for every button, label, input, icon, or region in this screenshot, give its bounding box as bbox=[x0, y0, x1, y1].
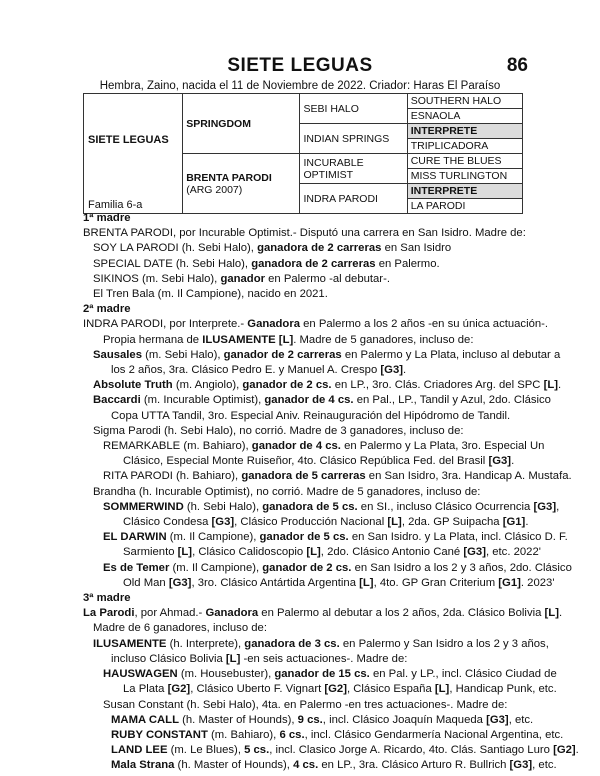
text-line bbox=[83, 606, 563, 621]
text-line bbox=[83, 287, 533, 302]
text-segment: Propia hermana de bbox=[103, 333, 203, 346]
text-segment: en LP., 3ra. Clásico Arturo R. Bullrich bbox=[318, 759, 510, 772]
pedigree-horse-cell bbox=[84, 94, 183, 214]
text-segment: , bbox=[556, 500, 560, 513]
text-segment: en San Isidro bbox=[381, 242, 452, 255]
bold-segment: ganador de 2 cs. bbox=[242, 379, 332, 392]
text-line bbox=[83, 439, 545, 454]
text-segment: 3ª madre bbox=[83, 592, 131, 605]
bold-segment: [G3] bbox=[488, 455, 512, 468]
bold-segment: ganador de 15 cs. bbox=[274, 668, 370, 681]
text-segment: , 4to. GP Gran Criterium bbox=[373, 576, 499, 589]
bold-segment: [L] bbox=[387, 516, 402, 529]
bold-segment: Baccardi bbox=[93, 394, 141, 407]
text-segment: 1ª madre bbox=[83, 212, 131, 224]
bold-segment: ganadora de 2 carreras bbox=[251, 257, 376, 270]
text-segment: (m. Il Campione), bbox=[166, 531, 260, 544]
bold-segment: Ganadora bbox=[205, 607, 259, 620]
text-segment: , 2da. GP Suipacha bbox=[401, 516, 503, 529]
text-segment: en Palermo -al debutar-. bbox=[265, 272, 390, 285]
bold-segment: RUBY CONSTANT bbox=[111, 728, 208, 741]
text-line bbox=[83, 758, 557, 773]
text-segment: en Pal. y LP., incl. Clásico Ciudad de bbox=[369, 668, 557, 681]
family-text bbox=[83, 211, 579, 774]
text-segment: Sarmiento bbox=[123, 546, 178, 559]
text-line bbox=[83, 409, 533, 424]
text-segment: (m. Incurable Optimist), bbox=[140, 394, 265, 407]
text-line bbox=[83, 500, 560, 515]
text-segment: en Pal., LP., Tandil y Azul, 2do. Clásico bbox=[353, 394, 551, 407]
bold-segment: Es de Temer bbox=[103, 561, 170, 574]
text-segment: en Palermo y La Plata, incluso al debutar a bbox=[341, 348, 561, 361]
bold-segment: ILUSAMENTE bbox=[93, 637, 167, 650]
text-segment: (m. Sebi Halo), bbox=[142, 348, 224, 361]
bold-segment: ganador de 2 cs. bbox=[262, 561, 352, 574]
text-line bbox=[83, 485, 533, 500]
bold-segment: [G3] bbox=[463, 546, 486, 559]
pedigree-sire-dam: INDIAN SPRINGS bbox=[300, 124, 407, 154]
bold-segment: 5 cs. bbox=[244, 744, 270, 757]
text-segment: -en seis actuaciones-. Madre de: bbox=[240, 652, 408, 665]
text-segment: en San Isidro a los 2 y 3 años, 2do. Clásico bbox=[351, 561, 572, 574]
bold-segment: ganadora de 2 carreras bbox=[257, 242, 382, 255]
text-segment: SOY LA PARODI (h. Sebi Halo), bbox=[93, 242, 258, 255]
text-segment: SPECIAL DATE (h. Sebi Halo), bbox=[93, 257, 252, 270]
pedigree-table bbox=[83, 93, 523, 214]
section-heading bbox=[83, 302, 533, 317]
page-number: 86 bbox=[506, 55, 528, 76]
text-segment: , Handicap Punk, etc. bbox=[449, 683, 557, 696]
text-line bbox=[83, 667, 557, 682]
text-line bbox=[83, 637, 549, 652]
text-segment: . bbox=[511, 455, 515, 468]
pedigree-dsd: MISS TURLINGTON bbox=[407, 169, 522, 184]
text-segment: en San Isidro, 3ra. Handicap A. Mustafa. bbox=[365, 470, 572, 483]
bold-segment: [G3] bbox=[486, 713, 509, 726]
bold-segment: [L] bbox=[359, 576, 374, 589]
bold-segment: [L] bbox=[434, 683, 450, 696]
pedigree-sire: SPRINGDOM bbox=[183, 94, 300, 154]
pedigree-dam-sire: INCURABLE OPTIMIST bbox=[300, 154, 407, 184]
text-segment: Clásico, Especial Monte Ruiseñor, 4to. Clásico República Fed. del Brasil bbox=[123, 455, 489, 468]
text-segment: Clásico Condesa bbox=[123, 516, 212, 529]
bold-segment: [L] bbox=[225, 652, 241, 665]
text-segment: , 2do. Clásico Antonio Cané bbox=[320, 546, 464, 559]
pedigree-horse-name: SIETE LEGUAS bbox=[88, 134, 169, 146]
text-segment: 2ª madre bbox=[83, 303, 131, 316]
text-segment: , 3ro. Clásico Antártida Argentina bbox=[191, 576, 360, 589]
text-line bbox=[83, 454, 533, 469]
page-title: SIETE LEGUAS bbox=[227, 55, 373, 76]
text-segment: (m. Angiolo), bbox=[172, 379, 243, 392]
text-segment: . bbox=[525, 516, 529, 529]
text-segment: en Palermo al debutar a los 2 años, 2da. Clásico Bolivia bbox=[258, 607, 545, 620]
text-segment: La Plata bbox=[123, 683, 168, 696]
bold-segment: ganador bbox=[220, 272, 266, 285]
text-segment: , etc. bbox=[532, 759, 557, 772]
text-line bbox=[83, 698, 533, 713]
bold-segment: 9 cs. bbox=[297, 713, 323, 726]
text-segment: (m. Housebuster), bbox=[177, 668, 275, 681]
bold-segment: ganador de 2 carreras bbox=[223, 348, 342, 361]
text-line bbox=[83, 743, 579, 758]
bold-segment: 6 cs. bbox=[279, 728, 305, 741]
bold-segment: ILUSAMENTE [L] bbox=[202, 333, 294, 346]
bold-segment: 4 cs. bbox=[293, 759, 319, 772]
pedigree-family: Familia 6-a bbox=[88, 199, 143, 211]
text-line bbox=[83, 530, 568, 545]
bold-segment: [G2] bbox=[167, 683, 191, 696]
text-segment: , etc. 2022' bbox=[485, 546, 541, 559]
text-segment: BRENTA PARODI, por Incurable Optimist.- Disputó una carrera en San Isidro. Madre de: bbox=[83, 227, 526, 240]
text-segment: El Tren Bala (m. Il Campione), nacido en 2021. bbox=[93, 288, 328, 301]
text-segment: , por Ahmad.- bbox=[134, 607, 206, 620]
pedigree-sds: INTERPRETE bbox=[407, 124, 522, 139]
text-segment: (h. Interprete), bbox=[166, 637, 245, 650]
text-segment: . bbox=[558, 379, 562, 392]
pedigree-sdd: TRIPLICADORA bbox=[407, 139, 522, 154]
text-line bbox=[83, 515, 533, 530]
bold-segment: Sausales bbox=[93, 348, 142, 361]
text-segment: . bbox=[403, 364, 407, 377]
text-line bbox=[83, 241, 533, 256]
bold-segment: [G1] bbox=[502, 516, 526, 529]
pedigree-sire-sire: SEBI HALO bbox=[300, 94, 407, 124]
text-line bbox=[83, 576, 555, 591]
text-segment: , incl. Clásico Joaquín Maqueda bbox=[322, 713, 487, 726]
bold-segment: Ganadora bbox=[247, 318, 301, 331]
text-segment: en SI., incluso Clásico Ocurrencia bbox=[357, 500, 534, 513]
text-segment: los 2 años, 3ra. Clásico Pedro E. y Manuel A. Crespo bbox=[111, 364, 381, 377]
text-segment: (h. Sebi Halo), bbox=[183, 500, 263, 513]
text-segment: Brandha (h. Incurable Optimist), no corrió. Madre de 5 ganadores, incluso de: bbox=[93, 485, 481, 498]
text-line bbox=[83, 682, 557, 697]
bold-segment: [G3] bbox=[211, 516, 235, 529]
text-segment: (h. Master of Hounds), bbox=[178, 713, 298, 726]
bold-segment: [G2] bbox=[324, 683, 347, 696]
text-segment: REMARKABLE (m. Bahiaro), bbox=[103, 440, 252, 453]
text-segment: RITA PARODI (h. Bahiaro), bbox=[103, 470, 242, 483]
text-segment: . 2023' bbox=[520, 576, 555, 589]
text-line bbox=[83, 226, 533, 241]
text-segment: . bbox=[575, 744, 579, 757]
pedigree-ssd: ESNAOLA bbox=[407, 109, 522, 124]
bold-segment: [L] bbox=[306, 546, 321, 559]
bold-segment: LAND LEE bbox=[111, 744, 168, 757]
text-segment: . bbox=[558, 607, 563, 620]
text-line bbox=[83, 621, 533, 636]
text-line bbox=[83, 333, 533, 348]
section-heading bbox=[83, 211, 533, 226]
bold-segment: [G3] bbox=[509, 759, 533, 772]
pedigree-dam-note: (ARG 2007) bbox=[186, 183, 243, 196]
bold-segment: [G3] bbox=[168, 576, 192, 589]
bold-segment: [L] bbox=[543, 379, 559, 392]
text-line bbox=[83, 545, 541, 560]
pedigree-dds: INTERPRETE bbox=[407, 184, 522, 199]
text-line bbox=[83, 272, 533, 287]
text-segment: , etc. bbox=[508, 713, 534, 726]
bold-segment: La Parodi bbox=[83, 607, 135, 620]
text-line bbox=[83, 728, 564, 743]
text-segment: INDRA PARODI, por Interprete.- bbox=[83, 318, 248, 331]
bold-segment: SOMMERWIND bbox=[103, 500, 184, 513]
text-segment: Sigma Parodi (h. Sebi Halo), no corrió. Madre de 3 ganadores, incluso de: bbox=[93, 424, 464, 437]
pedigree-dam-dam: INDRA PARODI bbox=[300, 184, 407, 214]
text-line bbox=[83, 257, 533, 272]
text-line bbox=[83, 378, 562, 393]
bold-segment: ganador de 4 cs. bbox=[251, 440, 341, 453]
text-segment: , Clásico España bbox=[346, 683, 435, 696]
text-segment: (m. Bahiaro), bbox=[207, 728, 280, 741]
pedigree-dss: CURE THE BLUES bbox=[407, 154, 522, 169]
text-line bbox=[83, 561, 572, 576]
bold-segment: [G3] bbox=[533, 500, 557, 513]
bold-segment: [G2] bbox=[553, 744, 576, 757]
pedigree-sss: SOUTHERN HALO bbox=[407, 94, 522, 109]
text-line bbox=[83, 469, 572, 484]
text-segment: SIKINOS (m. Sebi Halo), bbox=[93, 272, 221, 285]
text-segment: , Clásico Uberto F. Vignart bbox=[190, 683, 325, 696]
text-segment: , incl. Clásico Gendarmería Nacional Argentina, etc. bbox=[304, 728, 564, 741]
text-segment: , Clásico Calidoscopio bbox=[192, 546, 307, 559]
bold-segment: ganador de 4 cs. bbox=[264, 394, 354, 407]
bold-segment: Absolute Truth bbox=[93, 379, 173, 392]
text-segment: incluso Clásico Bolivia bbox=[111, 652, 226, 665]
text-segment: Old Man bbox=[123, 576, 169, 589]
bold-segment: MAMA CALL bbox=[111, 713, 179, 726]
bold-segment: ganadora de 3 cs. bbox=[244, 637, 340, 650]
bold-segment: HAUSWAGEN bbox=[103, 668, 178, 681]
bold-segment: Mala Strana bbox=[111, 759, 175, 772]
text-segment: , Clásico Producción Nacional bbox=[234, 516, 388, 529]
text-line bbox=[83, 363, 533, 378]
text-line bbox=[83, 713, 533, 728]
bold-segment: [G3] bbox=[380, 364, 403, 377]
pedigree-dam: BRENTA PARODI bbox=[186, 171, 272, 184]
pedigree-dam-cell bbox=[183, 154, 300, 214]
text-line bbox=[83, 348, 561, 363]
bold-segment: ganador de 5 cs. bbox=[259, 531, 349, 544]
text-segment: Susan Constant (h. Sebi Halo), 4ta. en Palermo -en tres actuaciones-. Madre de: bbox=[103, 698, 508, 711]
text-segment: en Palermo a los 2 años -en su única actuación-. bbox=[300, 318, 549, 331]
text-segment: en Palermo y La Plata, 3ro. Especial Un bbox=[340, 440, 545, 453]
text-line bbox=[83, 424, 533, 439]
text-line bbox=[83, 317, 549, 332]
bold-segment: ganadora de 5 carreras bbox=[241, 470, 366, 483]
text-segment: (h. Master of Hounds), bbox=[174, 759, 294, 772]
section-heading bbox=[83, 591, 533, 606]
text-segment: en LP., 3ro. Clás. Criadores Arg. del SPC bbox=[331, 379, 544, 392]
bold-segment: ganadora de 5 cs. bbox=[262, 500, 358, 513]
text-segment: (m. Il Campione), bbox=[169, 561, 263, 574]
text-segment: . Madre de 5 ganadores, incluso de: bbox=[293, 333, 474, 346]
bold-segment: EL DARWIN bbox=[103, 531, 167, 544]
pedigree-ddd: LA PARODI bbox=[407, 199, 522, 214]
text-segment: Copa UTTA Tandil, 3ro. Especial Aniv. Reinauguración del Hipódromo de Tandil. bbox=[111, 409, 511, 422]
text-segment: en Palermo y San Isidro a los 2 y 3 años, bbox=[339, 637, 549, 650]
bold-segment: [L] bbox=[544, 607, 559, 620]
text-segment: Madre de 6 ganadores, incluso de: bbox=[93, 622, 267, 635]
text-segment: en San Isidro. y La Plata, incl. Clásico D. F. bbox=[348, 531, 568, 544]
text-line bbox=[83, 393, 551, 408]
bold-segment: [L] bbox=[177, 546, 193, 559]
horse-subtitle: Hembra, Zaino, nacida el 11 de Noviembre de 2022. Criador: Haras El Paraíso bbox=[99, 80, 501, 92]
text-segment: , incl. Clasico Jorge A. Ricardo, 4to. Clás. Santiago Luro bbox=[269, 744, 554, 757]
text-segment: (m. Le Blues), bbox=[167, 744, 245, 757]
text-line bbox=[83, 652, 533, 667]
text-segment: en Palermo. bbox=[375, 257, 440, 270]
bold-segment: [G1] bbox=[498, 576, 521, 589]
